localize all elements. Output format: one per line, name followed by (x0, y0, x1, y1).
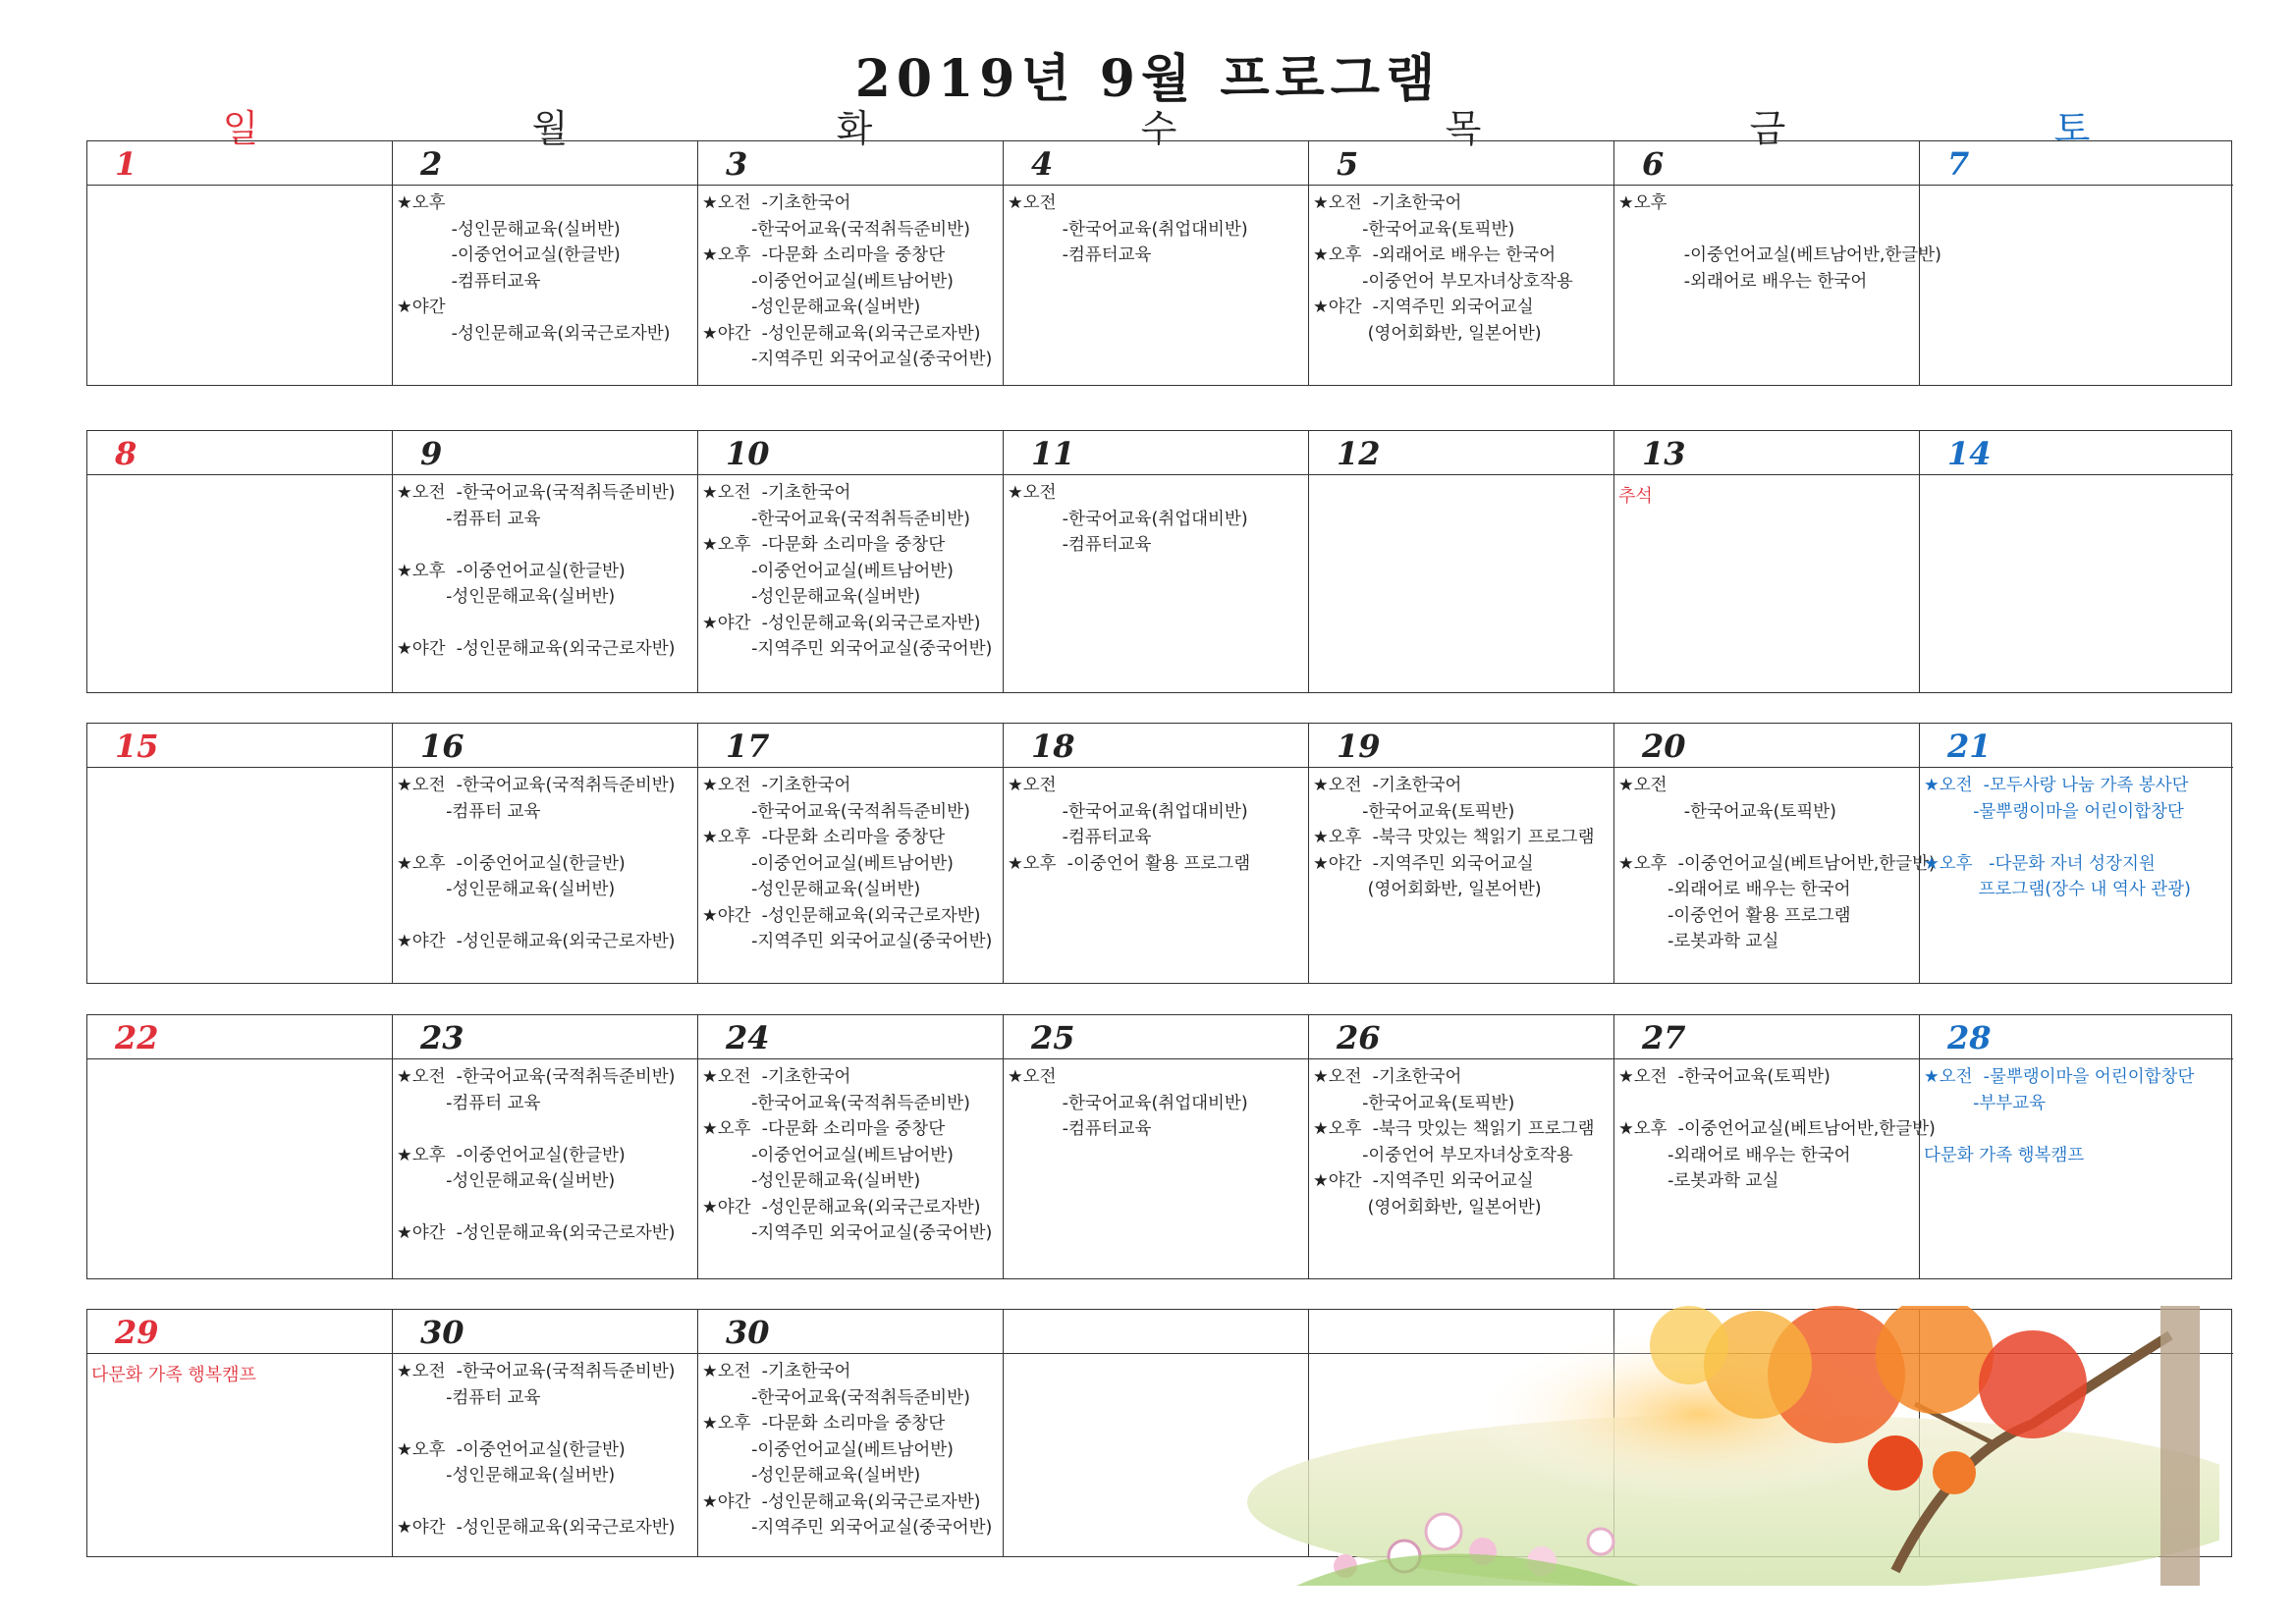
day-cell-header (1004, 724, 1308, 768)
day-cell-header (1920, 1015, 2233, 1059)
day-number: 17 (726, 728, 770, 765)
day-number: 27 (1642, 1019, 1686, 1056)
day-schedule: ★오전 -기초한국어 -한국어교육(국적취득준비반) ★오후 -다문화 소리마을 중창단 -이중언어교실(베트남어반) -성인문해교육(실버반) ★야간 -성인문해교육(외국근로자반) -지역주민 외국어교실(중국어반) (702, 193, 993, 369)
weekday-label: 토 (2053, 107, 2091, 150)
day-number: 25 (1031, 1019, 1075, 1056)
day-cell-header (1614, 724, 1919, 768)
day-cell (87, 1310, 392, 1556)
day-number: 2 (420, 145, 443, 183)
calendar-week (86, 430, 2232, 693)
day-schedule: ★오전 -기초한국어 -한국어교육(토픽반) ★오후 -외래어로 배우는 한국어 -이중언어 부모자녀상호작용 ★야간 -지역주민 외국어교실 (영어회화반, 일본어반) (1313, 193, 1573, 344)
day-schedule: ★오전 -한국어교육(국적취득준비반) -컴퓨터 교육 ★오후 -이중언어교실(한글반) -성인문해교육(실버반) ★야간 -성인문해교육(외국근로자반) (397, 483, 676, 659)
day-number: 12 (1337, 435, 1381, 472)
day-cell-header (393, 431, 697, 475)
day-cell (392, 431, 697, 692)
day-schedule: ★오전 -한국어교육(국적취득준비반) -컴퓨터 교육 ★오후 -이중언어교실(한글반) -성인문해교육(실버반) ★야간 -성인문해교육(외국근로자반) (397, 1362, 676, 1538)
day-cell-header (87, 1310, 392, 1354)
day-number: 30 (726, 1314, 770, 1351)
day-cell (1308, 1015, 1613, 1278)
day-schedule: ★오전 -기초한국어 -한국어교육(토픽반) ★오후 -북극 맛있는 책읽기 프로그램 -이중언어 부모자녀상호작용 ★야간 -지역주민 외국어교실 (영어회화반, 일본어반) (1313, 1067, 1595, 1217)
day-number: 30 (420, 1314, 465, 1351)
day-schedule: ★오전 -기초한국어 -한국어교육(국적취득준비반) ★오후 -다문화 소리마을 중창단 -이중언어교실(베트남어반) -성인문해교육(실버반) ★야간 -성인문해교육(외국근로자반) -지역주민 외국어교실(중국어반) (702, 776, 993, 951)
day-cell-header (87, 1015, 392, 1059)
day-cell (1003, 1015, 1308, 1278)
day-cell-header (1614, 141, 1919, 186)
day-cell-header (1614, 1015, 1919, 1059)
day-number: 9 (420, 435, 443, 472)
day-schedule: ★오전 -한국어교육(국적취득준비반) -컴퓨터 교육 ★오후 -이중언어교실(한글반) -성인문해교육(실버반) ★야간 -성인문해교육(외국근로자반) (397, 1067, 676, 1243)
day-cell (87, 724, 392, 983)
day-cell (87, 1015, 392, 1278)
day-cell-header (87, 431, 392, 475)
day-cell (1003, 141, 1308, 385)
day-cell (87, 141, 392, 385)
day-number: 20 (1642, 728, 1686, 765)
day-cell (697, 1015, 1003, 1278)
day-number: 10 (726, 435, 770, 472)
day-cell (1308, 724, 1613, 983)
day-cell (697, 141, 1003, 385)
day-cell (392, 141, 697, 385)
day-number: 18 (1031, 728, 1075, 765)
calendar-week (86, 140, 2232, 386)
day-number: 22 (115, 1019, 159, 1056)
day-cell (392, 1310, 697, 1556)
day-number: 28 (1947, 1019, 1992, 1056)
day-cell (1308, 141, 1613, 385)
day-schedule: ★오전 -한국어교육(토픽반) ★오후 -이중언어교실(베트남어반,한글반) -외래어로 배우는 한국어 -로봇과학 교실 (1618, 1067, 1936, 1191)
day-cell (1919, 141, 2233, 385)
day-number: 5 (1337, 145, 1359, 183)
day-cell-header (393, 141, 697, 186)
day-cell (1919, 431, 2233, 692)
day-schedule: ★오전 -기초한국어 -한국어교육(토픽반) ★오후 -북극 맛있는 책읽기 프로그램 ★야간 -지역주민 외국어교실 (영어회화반, 일본어반) (1313, 776, 1595, 899)
day-cell (1613, 141, 1941, 385)
day-number: 6 (1642, 145, 1665, 183)
day-cell-header (1309, 141, 1613, 186)
day-cell-header (698, 141, 1003, 186)
day-cell-header (1309, 1015, 1613, 1059)
day-cell (1919, 724, 2233, 983)
day-cell-header (698, 431, 1003, 475)
day-number: 24 (726, 1019, 770, 1056)
day-cell-header (1920, 141, 2233, 186)
day-cell (1613, 431, 1919, 692)
day-cell (1613, 1015, 1936, 1278)
day-schedule: ★오후 -성인문해교육(실버반) -이중언어교실(한글반) -컴퓨터교육 ★야간 -성인문해교육(외국근로자반) (397, 193, 671, 344)
day-number: 13 (1642, 435, 1686, 472)
day-number: 23 (420, 1019, 465, 1056)
day-schedule: ★오전 -기초한국어 -한국어교육(국적취득준비반) ★오후 -다문화 소리마을 중창단 -이중언어교실(베트남어반) -성인문해교육(실버반) ★야간 -성인문해교육(외국근로자반) -지역주민 외국어교실(중국어반) (702, 1067, 993, 1243)
day-schedule: ★오전 -한국어교육(국적취득준비반) -컴퓨터 교육 ★오후 -이중언어교실(한글반) -성인문해교육(실버반) ★야간 -성인문해교육(외국근로자반) (397, 776, 676, 951)
day-cell-header (698, 1310, 1003, 1354)
day-number: 11 (1031, 435, 1075, 472)
day-cell-header (698, 724, 1003, 768)
weekday-label: 일 (222, 107, 259, 150)
day-number: 3 (726, 145, 748, 183)
day-cell-header (1920, 431, 2233, 475)
day-number: 8 (115, 435, 137, 472)
day-schedule: ★오전 -기초한국어 -한국어교육(국적취득준비반) ★오후 -다문화 소리마을 중창단 -이중언어교실(베트남어반) -성인문해교육(실버반) ★야간 -성인문해교육(외국근로자반) -지역주민 외국어교실(중국어반) (702, 1362, 993, 1538)
day-number: 14 (1947, 435, 1992, 472)
day-note: 추석 (1618, 486, 1653, 507)
day-schedule: ★오후 -이중언어교실(베트남어반,한글반) -외래어로 배우는 한국어 (1618, 193, 1941, 292)
day-schedule: ★오전 -한국어교육(취업대비반) -컴퓨터교육 (1008, 483, 1248, 555)
day-number: 21 (1947, 728, 1992, 765)
day-number: 26 (1337, 1019, 1381, 1056)
day-cell-header (393, 1310, 697, 1354)
day-note: 다문화 가족 행복캠프 (91, 1365, 256, 1385)
day-cell (1613, 724, 1936, 983)
day-cell (697, 1310, 1003, 1556)
weekday-label: 금 (1749, 107, 1786, 150)
day-cell-header (698, 1015, 1003, 1059)
weekday-label: 목 (1445, 107, 1482, 150)
day-schedule: ★오전 -물뿌랭이마을 어린이합창단 -부부교육 다문화 가족 행복캠프 (1924, 1067, 2195, 1165)
day-cell-header (1004, 431, 1308, 475)
day-number: 19 (1337, 728, 1381, 765)
day-cell-header (1920, 724, 2233, 768)
day-cell-header (87, 724, 392, 768)
page-title: 2019년 9월 프로그램 (854, 49, 1442, 109)
day-number: 16 (420, 728, 465, 765)
day-cell (1308, 431, 1613, 692)
day-schedule: ★오전 -한국어교육(취업대비반) -컴퓨터교육 (1008, 1067, 1248, 1139)
day-number: 15 (115, 728, 159, 765)
day-cell-header (1004, 141, 1308, 186)
day-cell (1003, 724, 1308, 983)
day-cell-header (1004, 1015, 1308, 1059)
weekday-label: 수 (1140, 107, 1177, 150)
day-number: 1 (115, 145, 137, 183)
day-number: 29 (115, 1314, 159, 1351)
day-schedule: ★오전 -모두사랑 나눔 가족 봉사단 -물뿌랭이마을 어린이합창단 ★오후 -다문화 자녀 성장지원 프로그램(장수 내 역사 관광) (1924, 776, 2191, 899)
day-number: 4 (1031, 145, 1054, 183)
day-cell (1003, 431, 1308, 692)
day-cell-header (393, 724, 697, 768)
calendar-week (86, 1014, 2232, 1279)
day-schedule: ★오전 -한국어교육(토픽반) ★오후 -이중언어교실(베트남어반,한글반) -외래어로 배우는 한국어 -이중언어 활용 프로그램 -로봇과학 교실 (1618, 776, 1936, 951)
day-cell-header (1309, 724, 1613, 768)
day-cell (697, 431, 1003, 692)
day-cell (392, 724, 697, 983)
day-cell (697, 724, 1003, 983)
day-schedule: ★오전 -한국어교육(취업대비반) -컴퓨터교육 (1008, 193, 1248, 265)
day-cell-header (1614, 431, 1919, 475)
autumn-illustration (1149, 1306, 2219, 1586)
day-cell-header (393, 1015, 697, 1059)
day-cell-header (1309, 431, 1613, 475)
day-schedule: ★오전 -한국어교육(취업대비반) -컴퓨터교육 ★오후 -이중언어 활용 프로그램 (1008, 776, 1251, 874)
day-schedule: ★오전 -기초한국어 -한국어교육(국적취득준비반) ★오후 -다문화 소리마을 중창단 -이중언어교실(베트남어반) -성인문해교육(실버반) ★야간 -성인문해교육(외국근로자반) -지역주민 외국어교실(중국어반) (702, 483, 993, 659)
day-cell-header (87, 141, 392, 186)
weekday-label: 월 (531, 107, 569, 150)
day-cell (87, 431, 392, 692)
day-number: 7 (1947, 145, 1970, 183)
day-cell (1919, 1015, 2233, 1278)
calendar-week (86, 723, 2232, 984)
day-cell (392, 1015, 697, 1278)
weekday-label: 화 (836, 107, 873, 150)
